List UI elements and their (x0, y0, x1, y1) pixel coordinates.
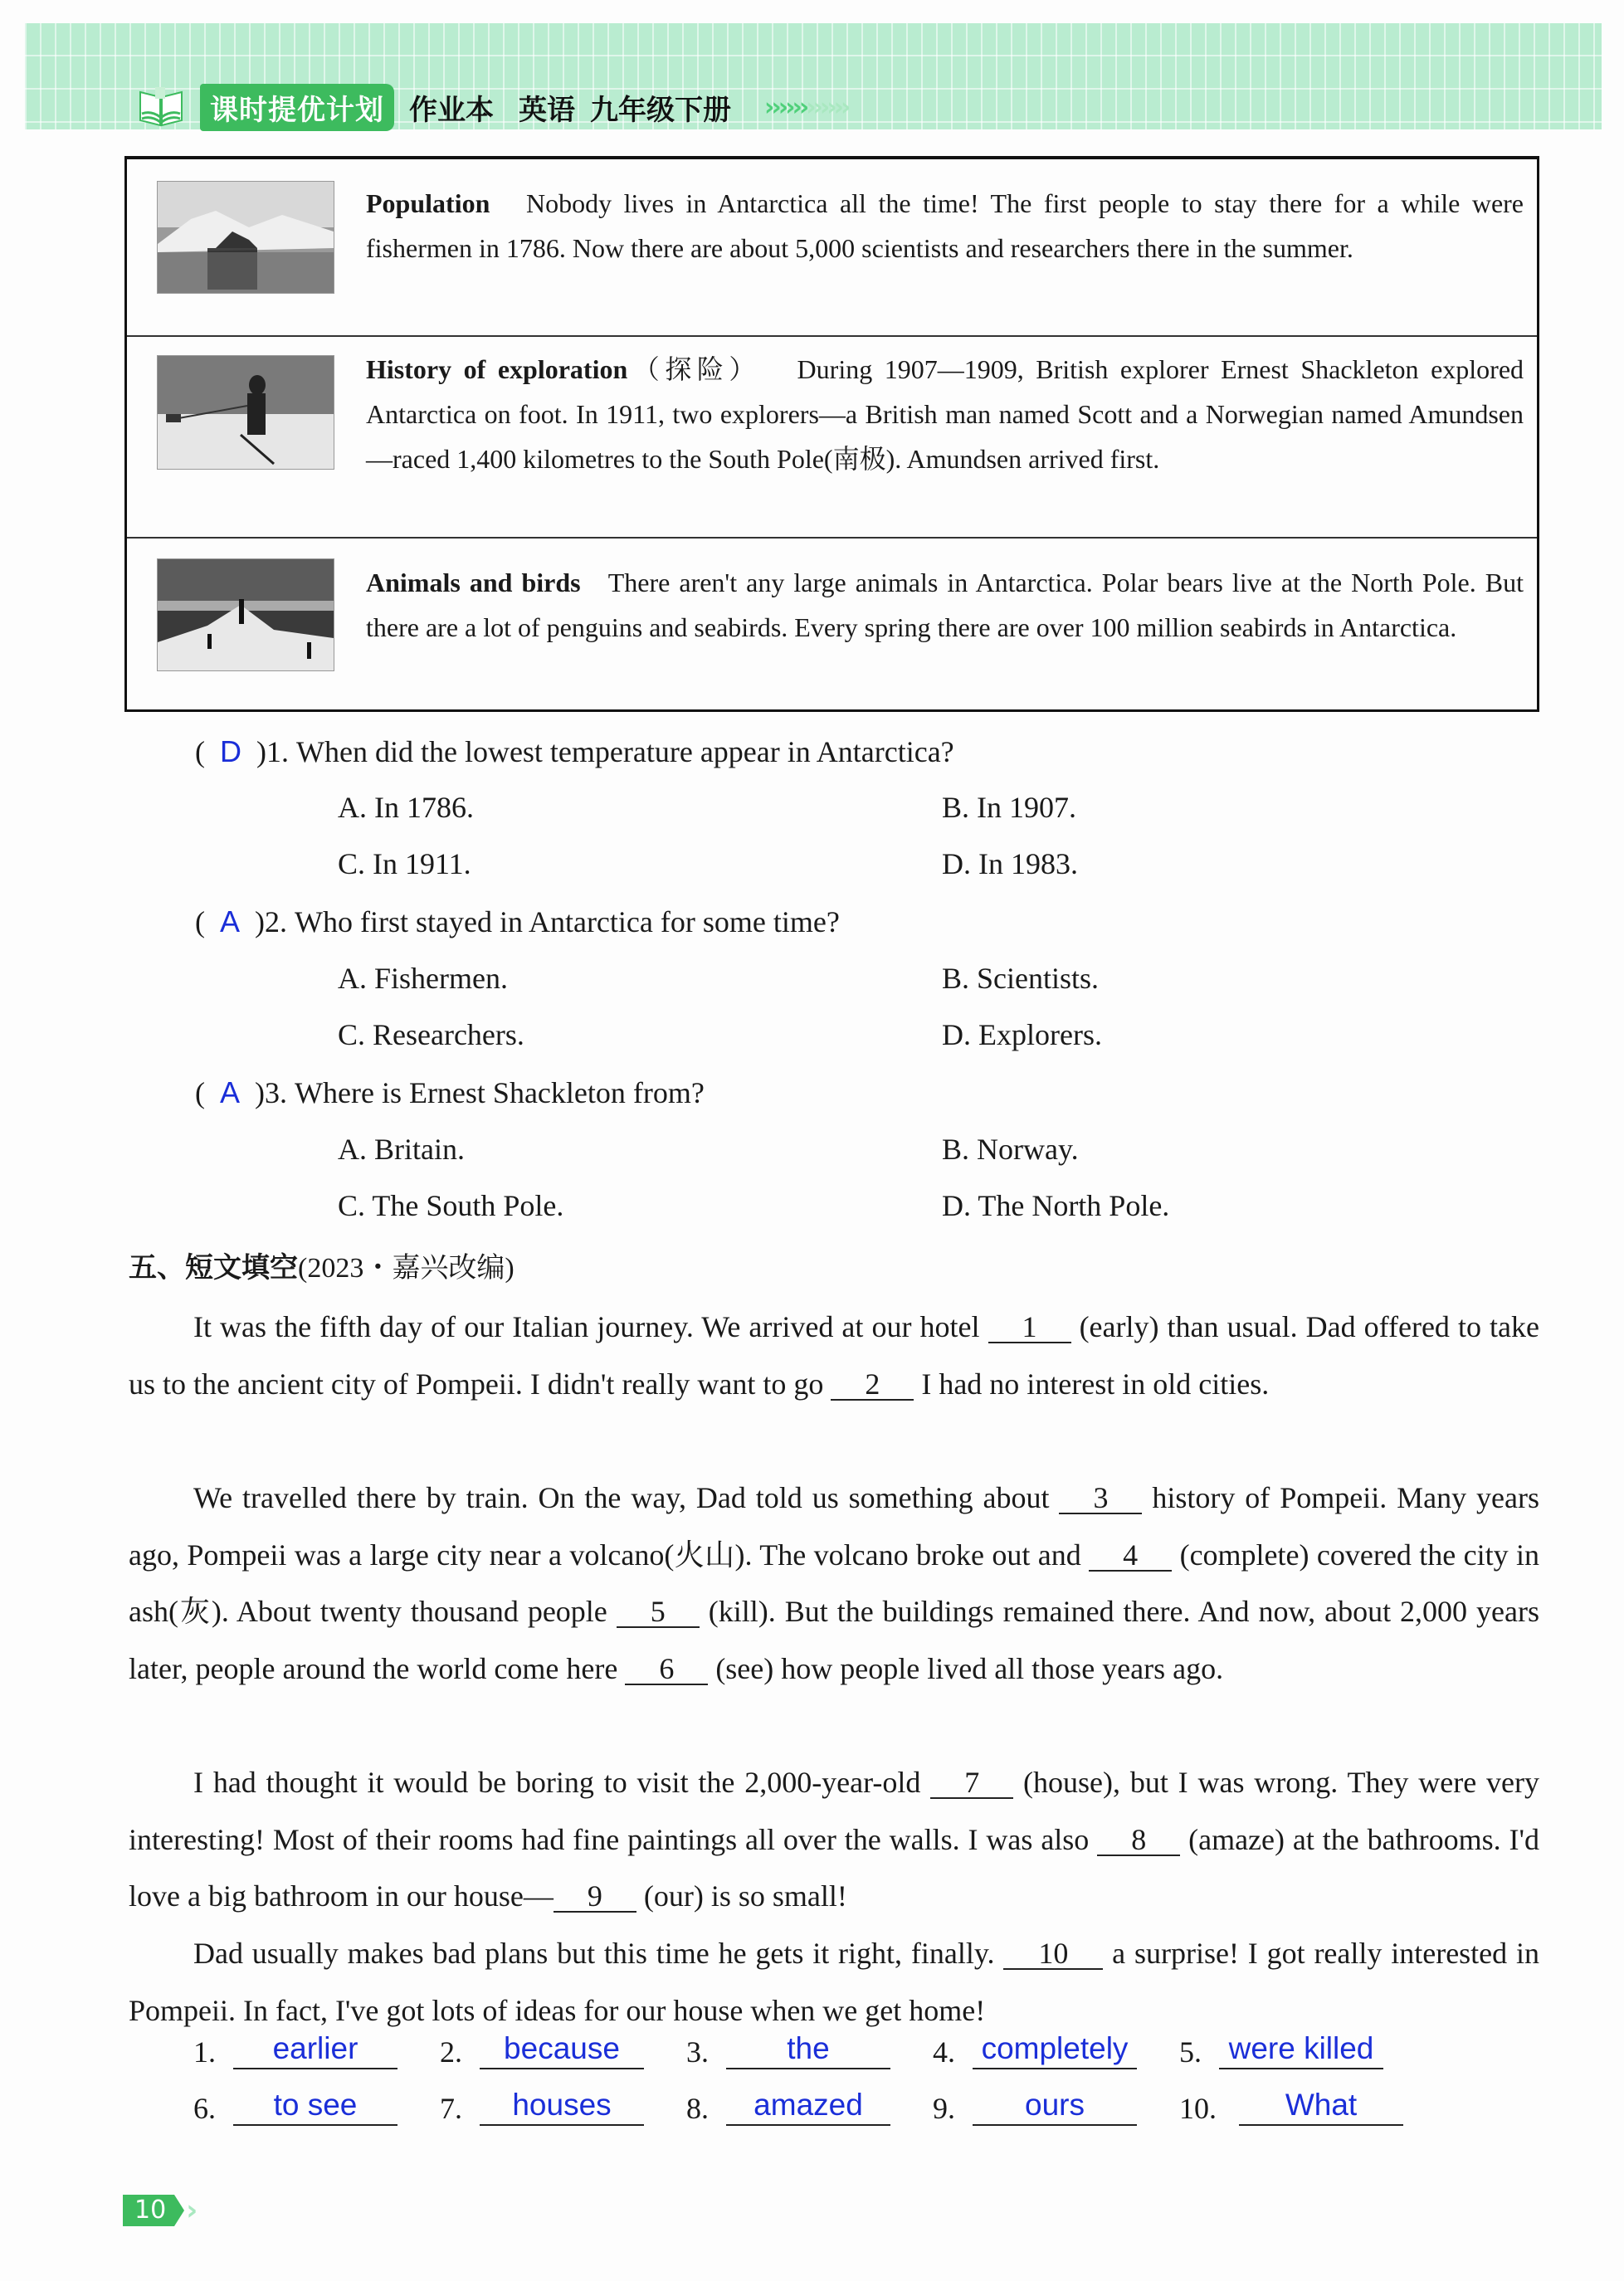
answer-item (933, 2031, 1179, 2069)
blank-6: 6 (625, 1654, 708, 1685)
text: (early) than usual. Dad offered to take us to the ancient city of Pompeii. I didn't really want to go (129, 1310, 1539, 1401)
question-number: )2. (255, 905, 288, 938)
iceberg-photo (157, 181, 334, 294)
blank-7: 7 (930, 1767, 1013, 1799)
answer-text: to see (233, 2088, 397, 2126)
section-source: (2023・嘉兴改编) (298, 1253, 515, 1284)
population-body: Nobody lives in Antarctica all the time! The first people to stay there for a while were fishermen in 1786. Now there are about 5,000 scientists and researchers there in the summer. (366, 188, 1524, 263)
question-3-stem-line: ( A )3. Where is Ernest Shackleton from? (195, 1075, 705, 1109)
answer-mark: A (220, 1075, 241, 1109)
option-c: C. Researchers. (338, 1018, 524, 1051)
animals-text (366, 560, 1524, 650)
brand-label: 课时提优计划 (200, 84, 394, 131)
book-type: 作业本 (409, 93, 494, 127)
option-d: D. In 1983. (942, 847, 1078, 880)
blank-5: 5 (617, 1596, 700, 1628)
text: (our) is so small! (636, 1879, 847, 1913)
paragraph-1 (129, 1299, 1539, 1412)
option-c: C. In 1911. (338, 847, 471, 880)
answer-number: 5. (1179, 2035, 1202, 2069)
blank-8: 8 (1097, 1825, 1180, 1856)
answer-number: 3. (686, 2035, 709, 2069)
option-c: C. The South Pole. (338, 1189, 564, 1222)
reading-row-population (127, 159, 1537, 337)
answer-text: were killed (1219, 2031, 1383, 2069)
exploration-note: （探险） (627, 354, 761, 384)
answer-item (686, 2031, 933, 2069)
question-1-stem-line: ( D )1. When did the lowest temperature appear in Antarctica? (195, 734, 954, 768)
question-2-stem-line: ( A )2. Who first stayed in Antarctica for some time? (195, 904, 840, 938)
section-title: 五、短文填空 (129, 1251, 298, 1284)
text: We travelled there by train. On the way, Dad told us something about (193, 1481, 1060, 1514)
penguins-photo (157, 558, 334, 671)
question-number: )1. (256, 735, 289, 768)
answer-text: houses (480, 2088, 644, 2126)
option-a: A. Britain. (338, 1133, 465, 1166)
answer-item (193, 2031, 440, 2069)
answer-number: 8. (686, 2092, 709, 2125)
paragraph-4 (129, 1925, 1539, 2039)
exploration-text (366, 347, 1524, 481)
page-header (137, 83, 847, 131)
question-number: )3. (255, 1076, 288, 1109)
answer-text: earlier (233, 2031, 397, 2069)
answer-number: 2. (440, 2035, 462, 2069)
option-b: B. In 1907. (942, 791, 1076, 824)
text: It was the fifth day of our Italian journey. We arrived at our hotel (193, 1310, 988, 1343)
chevron-icon: › (186, 2194, 198, 2227)
animals-body: There aren't any large animals in Antarctica. Polar bears live at the North Pole. But there are a lot of penguins and seabirds. Every spring there are over 100 million seabirds in Antarctica. (366, 568, 1524, 642)
answer-item (933, 2088, 1179, 2126)
text: a surprise! I got really interested in Pompeii. In fact, I've got lots of ideas for our house when we get home! (129, 1937, 1539, 2027)
text: I had thought it would be boring to visit the 2,000-year-old (193, 1766, 931, 1799)
paragraph-3 (129, 1754, 1539, 1925)
open-book-icon (137, 85, 185, 129)
option-a: A. In 1786. (338, 791, 474, 824)
blank-2: 2 (831, 1369, 914, 1401)
reading-row-animals (127, 537, 1537, 713)
grade: 九年级下册 (590, 93, 731, 127)
answer-text: What (1239, 2088, 1403, 2126)
answer-mark: D (220, 734, 241, 768)
blank-4: 4 (1089, 1540, 1172, 1572)
question-stem: Where is Ernest Shackleton from? (295, 1076, 705, 1109)
answer-number: 7. (440, 2092, 462, 2125)
chevron-decoration-icon: ›››››››››››› (764, 92, 848, 122)
answer-number: 9. (933, 2092, 955, 2125)
answer-number: 6. (193, 2092, 216, 2125)
text: (kill). But the buildings remained there. And now, about 2,000 years later, people around the world come here (129, 1595, 1539, 1685)
answer-number: 1. (193, 2035, 216, 2069)
skier-explorer-photo (157, 355, 334, 470)
reading-box (124, 156, 1539, 712)
answer-item (1179, 2088, 1426, 2126)
page-number: 10 (123, 2195, 174, 2226)
reading-row-exploration (127, 335, 1537, 539)
population-heading: Population (366, 188, 490, 218)
option-d: D. The North Pole. (942, 1189, 1170, 1222)
text: (complete) covered the city in ash(灰). About twenty thousand people (129, 1538, 1539, 1629)
option-b: B. Norway. (942, 1133, 1079, 1166)
blank-3: 3 (1059, 1483, 1142, 1514)
paragraph-2 (129, 1469, 1539, 1697)
blank-9: 9 (554, 1881, 636, 1913)
option-b: B. Scientists. (942, 962, 1100, 995)
answer-item (440, 2088, 686, 2126)
answer-text: completely (973, 2031, 1137, 2069)
text: (amaze) at the bathrooms. I'd love a big bathroom in our house— (129, 1822, 1539, 1913)
question-stem: Who first stayed in Antarctica for some time? (295, 905, 840, 938)
answer-mark: A (220, 904, 241, 938)
option-d: D. Explorers. (942, 1018, 1102, 1051)
answer-item (440, 2031, 686, 2069)
answer-text: the (726, 2031, 890, 2069)
answer-row-1 (193, 2031, 1426, 2069)
answer-number: 10. (1179, 2092, 1217, 2125)
answer-text: ours (973, 2088, 1137, 2126)
answer-text: because (480, 2031, 644, 2069)
text: (house), but I was wrong. They were very interesting! Most of their rooms had fine paintings all over the walls. I was also (129, 1766, 1539, 1856)
blank-10: 10 (1003, 1938, 1103, 1970)
exploration-heading: History of exploration (366, 354, 628, 384)
population-text (366, 181, 1524, 271)
animals-heading: Animals and birds (366, 568, 581, 597)
page-number-badge (123, 2194, 198, 2227)
subject: 英语 (519, 93, 575, 127)
text: history of Pompeii. Many years ago, Pompeii was a large city near a volcano(火山). The volcano broke out and (129, 1481, 1539, 1572)
question-stem: When did the lowest temperature appear in Antarctica? (296, 735, 954, 768)
option-a: A. Fishermen. (338, 962, 508, 995)
answer-item (193, 2088, 440, 2126)
text: (see) how people lived all those years ago. (708, 1651, 1224, 1685)
answer-item (1179, 2031, 1426, 2069)
exploration-body: During 1907—1909, British explorer Ernest Shackleton explored Antarctica on foot. In 1911, two explorers—a British man named Scott and a Norwegian named Amundsen—raced 1,400 kilometres to the South Pole(南极). Amundsen arrived first. (366, 354, 1524, 474)
answer-item (686, 2088, 933, 2126)
answer-number: 4. (933, 2035, 955, 2069)
section-5-heading (129, 1245, 515, 1285)
text: I had no interest in old cities. (914, 1367, 1270, 1401)
blank-1: 1 (988, 1312, 1071, 1343)
arrow-tip-icon (174, 2195, 184, 2226)
text: Dad usually makes bad plans but this time he gets it right, finally. (193, 1937, 1004, 1970)
answer-row-2 (193, 2088, 1426, 2126)
answer-text: amazed (726, 2088, 890, 2126)
